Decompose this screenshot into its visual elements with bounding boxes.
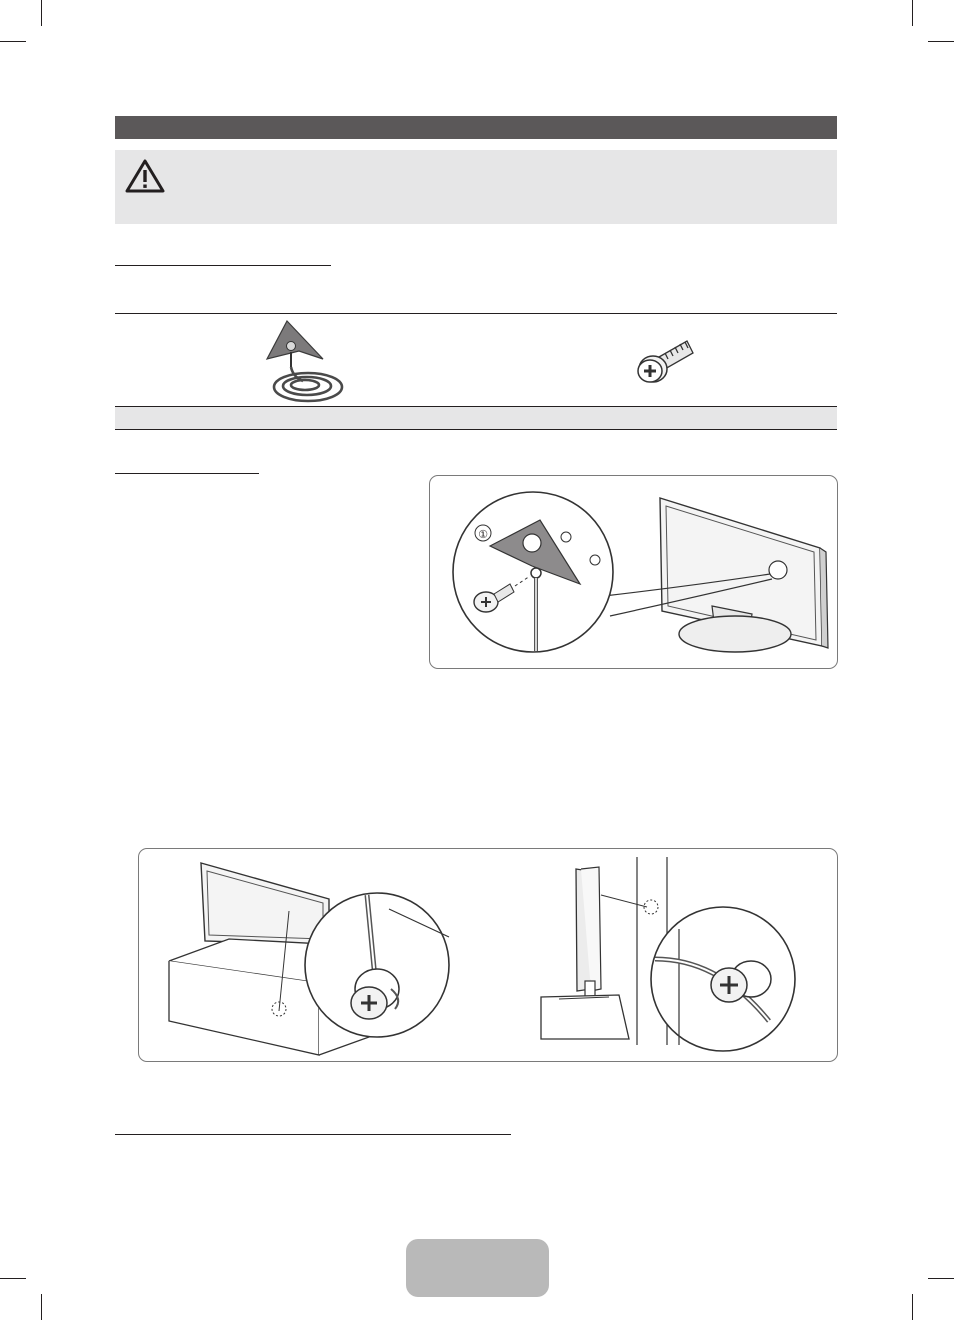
screw-icon (631, 331, 697, 391)
crop-mark-top-left-h (0, 41, 26, 42)
parts-table (115, 313, 837, 431)
section-title-bar (115, 116, 837, 139)
step-one-label: ① (478, 528, 488, 541)
wire-holder-icon (263, 319, 349, 405)
crop-mark-top-right-h (928, 41, 954, 42)
page-number-tab (406, 1239, 549, 1297)
parts-table-footer-row (115, 406, 837, 430)
crop-mark-bottom-left-v (41, 1294, 42, 1320)
heading-underline-3 (115, 1134, 511, 1135)
figure-tie-wall (138, 848, 838, 1062)
caution-box (115, 150, 837, 224)
crop-mark-top-left-v (41, 0, 42, 26)
crop-mark-top-right-v (912, 0, 913, 26)
crop-mark-bottom-right-v (912, 1294, 913, 1320)
heading-underline-2 (115, 473, 259, 474)
warning-triangle-icon (124, 158, 166, 194)
parts-table-top-rule (115, 313, 837, 314)
heading-underline-1 (115, 265, 331, 266)
figure-holder-attach (429, 475, 838, 669)
crop-mark-bottom-right-h (928, 1278, 954, 1279)
crop-mark-bottom-left-h (0, 1278, 26, 1279)
